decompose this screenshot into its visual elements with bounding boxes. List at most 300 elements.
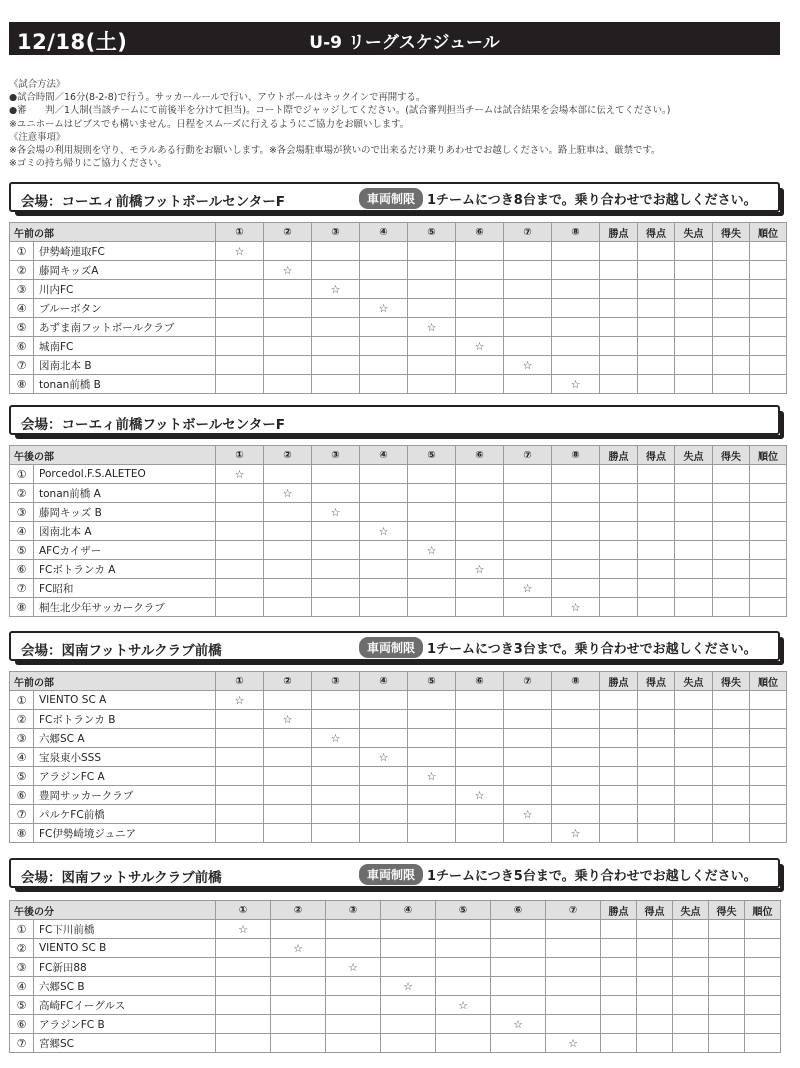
result-cell — [408, 375, 456, 394]
result-cell — [552, 729, 600, 748]
result-cell — [264, 522, 312, 541]
result-cell — [408, 748, 456, 767]
self-match-star-icon: ☆ — [456, 337, 504, 356]
table-row — [10, 579, 787, 598]
result-cell — [312, 356, 360, 375]
result-cell — [312, 560, 360, 579]
table-row — [10, 503, 787, 522]
result-cell — [360, 318, 408, 337]
standing-cell — [750, 710, 787, 729]
opponent-column-header: ⑦ — [504, 446, 552, 465]
self-match-star-icon: ☆ — [408, 541, 456, 560]
table-row — [10, 1034, 781, 1053]
opponent-column-header: ③ — [312, 446, 360, 465]
standing-cell — [638, 503, 675, 522]
venue-header — [9, 182, 780, 212]
venue-name: 会場：図南フットサルクラブ前橋 — [21, 643, 222, 659]
standing-cell — [638, 541, 675, 560]
result-cell — [552, 465, 600, 484]
standing-cell — [638, 299, 675, 318]
result-cell — [504, 786, 552, 805]
team-name: 城南FC — [34, 337, 216, 356]
restriction-note: 1チームにつき3台まで。乗り合わせでお越しください。 — [427, 642, 757, 657]
standing-cell — [638, 710, 675, 729]
result-cell — [216, 503, 264, 522]
team-name: VIENTO SC B — [34, 939, 216, 958]
table-header-row — [10, 446, 787, 465]
opponent-column-header: ④ — [381, 901, 436, 920]
result-cell — [216, 299, 264, 318]
result-cell — [264, 318, 312, 337]
team-number: ⑦ — [10, 1034, 34, 1053]
result-cell — [546, 977, 601, 996]
result-cell — [216, 786, 264, 805]
team-number: ③ — [10, 729, 34, 748]
opponent-column-header: ⑥ — [491, 901, 546, 920]
opponent-column-header: ② — [264, 446, 312, 465]
result-cell — [264, 375, 312, 394]
result-cell — [216, 280, 264, 299]
team-name: FC下川前橋 — [34, 920, 216, 939]
result-cell — [360, 824, 408, 843]
result-cell — [504, 541, 552, 560]
self-match-star-icon: ☆ — [491, 1015, 546, 1034]
result-cell — [408, 560, 456, 579]
team-name: FC昭和 — [34, 579, 216, 598]
result-cell — [408, 465, 456, 484]
standing-cell — [638, 484, 675, 503]
table-row — [10, 541, 787, 560]
standing-cell — [750, 786, 787, 805]
table-row — [10, 767, 787, 786]
result-cell — [456, 729, 504, 748]
standing-cell — [745, 996, 781, 1015]
team-name: AFCカイザー — [34, 541, 216, 560]
table-row — [10, 522, 787, 541]
result-cell — [216, 579, 264, 598]
result-cell — [504, 824, 552, 843]
self-match-star-icon: ☆ — [456, 560, 504, 579]
result-cell — [312, 786, 360, 805]
result-cell — [456, 691, 504, 710]
note-line: ●試合時間／16分(8-2-8)で行う。サッカールールで行い、アウトボールはキックインで再開する。 — [9, 92, 426, 104]
opponent-column-header: ④ — [360, 672, 408, 691]
standing-cell — [750, 280, 787, 299]
result-cell — [312, 484, 360, 503]
standing-cell — [709, 920, 745, 939]
result-cell — [360, 598, 408, 617]
result-cell — [264, 560, 312, 579]
team-number: ⑤ — [10, 996, 34, 1015]
result-cell — [408, 729, 456, 748]
self-match-star-icon: ☆ — [504, 579, 552, 598]
standing-column-header: 得失 — [713, 672, 750, 691]
standing-cell — [673, 958, 709, 977]
standing-cell — [675, 748, 713, 767]
standing-cell — [600, 710, 638, 729]
standing-cell — [637, 1034, 673, 1053]
standing-cell — [750, 337, 787, 356]
result-cell — [216, 767, 264, 786]
result-cell — [312, 299, 360, 318]
standing-cell — [675, 503, 713, 522]
self-match-star-icon: ☆ — [271, 939, 326, 958]
opponent-column-header: ③ — [312, 223, 360, 242]
standing-cell — [600, 261, 638, 280]
result-cell — [504, 337, 552, 356]
result-cell — [552, 579, 600, 598]
opponent-column-header: ⑦ — [504, 223, 552, 242]
standing-cell — [600, 503, 638, 522]
team-name: FC新田88 — [34, 958, 216, 977]
standing-cell — [713, 299, 750, 318]
opponent-column-header: ⑥ — [456, 672, 504, 691]
opponent-column-header: ② — [264, 223, 312, 242]
result-cell — [264, 767, 312, 786]
result-cell — [216, 958, 271, 977]
result-cell — [552, 356, 600, 375]
table-row — [10, 484, 787, 503]
result-cell — [552, 786, 600, 805]
result-cell — [312, 598, 360, 617]
opponent-column-header: ⑥ — [456, 223, 504, 242]
self-match-star-icon: ☆ — [504, 356, 552, 375]
result-cell — [216, 1034, 271, 1053]
result-cell — [504, 503, 552, 522]
result-cell — [381, 996, 436, 1015]
result-cell — [408, 805, 456, 824]
result-cell — [408, 337, 456, 356]
team-number: ⑦ — [10, 356, 34, 375]
standing-cell — [601, 1034, 637, 1053]
standing-column-header: 失点 — [675, 446, 713, 465]
self-match-star-icon: ☆ — [381, 977, 436, 996]
result-cell — [456, 484, 504, 503]
standing-cell — [673, 920, 709, 939]
standing-cell — [600, 375, 638, 394]
standing-cell — [638, 465, 675, 484]
standing-cell — [745, 1034, 781, 1053]
result-cell — [271, 1015, 326, 1034]
result-cell — [408, 280, 456, 299]
result-cell — [552, 484, 600, 503]
standing-cell — [638, 337, 675, 356]
result-cell — [271, 996, 326, 1015]
venue-name: 会場：コーエィ前橋フットボールセンターF — [21, 194, 285, 210]
result-cell — [216, 541, 264, 560]
standing-cell — [673, 939, 709, 958]
result-cell — [456, 824, 504, 843]
restriction-badge: 車両制限 — [359, 188, 423, 209]
result-cell — [216, 1015, 271, 1034]
rules-notes — [9, 78, 789, 170]
standing-cell — [638, 579, 675, 598]
standing-cell — [713, 579, 750, 598]
standing-column-header: 失点 — [675, 223, 713, 242]
team-number: ⑧ — [10, 824, 34, 843]
standing-column-header: 得失 — [713, 223, 750, 242]
result-cell — [264, 691, 312, 710]
opponent-column-header: ① — [216, 901, 271, 920]
standing-cell — [750, 375, 787, 394]
result-cell — [312, 805, 360, 824]
venue-header — [9, 405, 780, 435]
standing-cell — [638, 560, 675, 579]
team-name: FC伊勢崎境ジュニア — [34, 824, 216, 843]
period-label: 午前の部 — [10, 672, 216, 691]
self-match-star-icon: ☆ — [264, 710, 312, 729]
self-match-star-icon: ☆ — [216, 920, 271, 939]
standing-cell — [750, 522, 787, 541]
result-cell — [504, 729, 552, 748]
opponent-column-header: ⑧ — [552, 223, 600, 242]
team-name: 豊岡サッカークラブ — [34, 786, 216, 805]
standing-cell — [638, 824, 675, 843]
table-row — [10, 939, 781, 958]
result-cell — [504, 465, 552, 484]
opponent-column-header: ① — [216, 223, 264, 242]
result-cell — [271, 958, 326, 977]
standing-cell — [673, 1015, 709, 1034]
result-cell — [552, 280, 600, 299]
standing-cell — [675, 767, 713, 786]
result-cell — [546, 1015, 601, 1034]
result-cell — [264, 465, 312, 484]
result-cell — [408, 261, 456, 280]
note-line: ※ユニホームはビブスでも構いません。日程をスムーズに行えるようにご協力をお願いします。 — [9, 118, 410, 130]
standing-cell — [637, 977, 673, 996]
team-name: 川内FC — [34, 280, 216, 299]
result-cell — [326, 996, 381, 1015]
standing-cell — [675, 375, 713, 394]
table-row — [10, 318, 787, 337]
self-match-star-icon: ☆ — [216, 465, 264, 484]
self-match-star-icon: ☆ — [546, 1034, 601, 1053]
result-cell — [312, 242, 360, 261]
standing-cell — [637, 958, 673, 977]
result-cell — [552, 691, 600, 710]
result-cell — [326, 1034, 381, 1053]
opponent-column-header: ⑤ — [436, 901, 491, 920]
result-cell — [408, 522, 456, 541]
result-cell — [456, 299, 504, 318]
standing-cell — [675, 484, 713, 503]
team-name: 桐生北少年サッカークラブ — [34, 598, 216, 617]
standing-cell — [600, 560, 638, 579]
standing-cell — [600, 748, 638, 767]
standing-cell — [709, 1034, 745, 1053]
standing-cell — [600, 465, 638, 484]
result-cell — [360, 560, 408, 579]
team-name: 六郷SC A — [34, 729, 216, 748]
result-cell — [504, 598, 552, 617]
standing-cell — [713, 824, 750, 843]
result-cell — [456, 503, 504, 522]
result-cell — [381, 958, 436, 977]
result-cell — [312, 767, 360, 786]
standing-cell — [600, 280, 638, 299]
team-name: 図南北本 B — [34, 356, 216, 375]
standing-cell — [750, 242, 787, 261]
team-number: ④ — [10, 748, 34, 767]
result-cell — [504, 375, 552, 394]
result-cell — [271, 977, 326, 996]
note-line: ●審 判／1人制(当該チームにて前後半を分けて担当)。コート際でジャッジしてください。(試合審判担当チームは試合結果を会場本部に伝えてください。) — [9, 105, 671, 117]
result-cell — [436, 977, 491, 996]
result-cell — [546, 996, 601, 1015]
opponent-column-header: ④ — [360, 223, 408, 242]
self-match-star-icon: ☆ — [312, 503, 360, 522]
result-cell — [504, 522, 552, 541]
note-line: ※ゴミの持ち帰りにご協力ください。 — [9, 158, 167, 170]
standing-cell — [600, 729, 638, 748]
standing-cell — [750, 318, 787, 337]
result-cell — [456, 242, 504, 261]
result-cell — [216, 598, 264, 617]
self-match-star-icon: ☆ — [264, 261, 312, 280]
team-name: tonan前橋 A — [34, 484, 216, 503]
standing-cell — [675, 691, 713, 710]
result-cell — [408, 579, 456, 598]
team-name: パルケFC前橋 — [34, 805, 216, 824]
team-number: ② — [10, 710, 34, 729]
result-cell — [552, 299, 600, 318]
note-line: ※各会場の利用規則を守り、モラルある行動をお願いします。※各会場駐車場が狭いので出来るだけ乗りあわせでお越しください。路上駐車は、厳禁です。 — [9, 145, 661, 157]
table-row — [10, 1015, 781, 1034]
standing-cell — [638, 242, 675, 261]
result-cell — [504, 318, 552, 337]
table-row — [10, 242, 787, 261]
standing-cell — [601, 977, 637, 996]
standing-cell — [713, 767, 750, 786]
result-cell — [381, 1034, 436, 1053]
standing-cell — [713, 337, 750, 356]
standing-cell — [709, 958, 745, 977]
standing-cell — [745, 977, 781, 996]
standing-cell — [713, 786, 750, 805]
result-cell — [360, 767, 408, 786]
result-cell — [408, 299, 456, 318]
parking-restriction — [359, 864, 757, 885]
team-name: 藤岡キッズ B — [34, 503, 216, 522]
result-cell — [216, 484, 264, 503]
standing-cell — [675, 560, 713, 579]
standing-cell — [750, 484, 787, 503]
standing-cell — [745, 920, 781, 939]
standing-column-header: 得失 — [709, 901, 745, 920]
standing-cell — [638, 786, 675, 805]
table-row — [10, 261, 787, 280]
standing-cell — [713, 280, 750, 299]
standing-cell — [600, 598, 638, 617]
standing-cell — [675, 261, 713, 280]
standing-cell — [638, 729, 675, 748]
opponent-column-header: ⑤ — [408, 446, 456, 465]
venue-section — [9, 631, 780, 840]
standing-cell — [600, 484, 638, 503]
standing-cell — [750, 579, 787, 598]
result-cell — [360, 242, 408, 261]
result-cell — [504, 484, 552, 503]
standing-cell — [600, 767, 638, 786]
team-number: ⑤ — [10, 767, 34, 786]
standing-cell — [750, 805, 787, 824]
table-row — [10, 280, 787, 299]
team-name: 伊勢崎連取FC — [34, 242, 216, 261]
result-cell — [360, 541, 408, 560]
result-cell — [360, 710, 408, 729]
result-cell — [408, 242, 456, 261]
standing-cell — [713, 748, 750, 767]
table-row — [10, 920, 781, 939]
team-name: アラジンFC B — [34, 1015, 216, 1034]
team-number: ② — [10, 261, 34, 280]
opponent-column-header: ① — [216, 672, 264, 691]
result-cell — [456, 805, 504, 824]
result-cell — [216, 977, 271, 996]
result-cell — [264, 503, 312, 522]
standing-cell — [750, 598, 787, 617]
team-number: ⑤ — [10, 318, 34, 337]
standing-column-header: 得点 — [638, 223, 675, 242]
period-label: 午前の部 — [10, 223, 216, 242]
result-cell — [491, 958, 546, 977]
standing-column-header: 勝点 — [600, 446, 638, 465]
venue-section — [9, 858, 780, 1050]
period-label: 午後の分 — [10, 901, 216, 920]
self-match-star-icon: ☆ — [216, 242, 264, 261]
schedule-table — [9, 900, 781, 1053]
standing-column-header: 失点 — [673, 901, 709, 920]
result-cell — [360, 786, 408, 805]
self-match-star-icon: ☆ — [408, 767, 456, 786]
result-cell — [491, 920, 546, 939]
opponent-column-header: ⑦ — [546, 901, 601, 920]
result-cell — [436, 920, 491, 939]
result-cell — [216, 805, 264, 824]
self-match-star-icon: ☆ — [312, 280, 360, 299]
standing-cell — [600, 579, 638, 598]
standing-cell — [600, 805, 638, 824]
result-cell — [216, 337, 264, 356]
team-number: ⑥ — [10, 337, 34, 356]
result-cell — [408, 598, 456, 617]
self-match-star-icon: ☆ — [264, 484, 312, 503]
standing-cell — [713, 710, 750, 729]
result-cell — [216, 996, 271, 1015]
result-cell — [504, 691, 552, 710]
standing-cell — [675, 242, 713, 261]
result-cell — [264, 280, 312, 299]
result-cell — [264, 824, 312, 843]
standing-cell — [750, 767, 787, 786]
standing-cell — [638, 261, 675, 280]
opponent-column-header: ⑧ — [552, 672, 600, 691]
venue-section — [9, 405, 780, 614]
standing-cell — [601, 920, 637, 939]
self-match-star-icon: ☆ — [504, 805, 552, 824]
team-number: ① — [10, 691, 34, 710]
table-header-row — [10, 223, 787, 242]
standing-cell — [713, 522, 750, 541]
result-cell — [271, 920, 326, 939]
team-number: ⑥ — [10, 560, 34, 579]
standing-cell — [709, 939, 745, 958]
standing-cell — [713, 560, 750, 579]
standing-cell — [675, 299, 713, 318]
standing-cell — [675, 786, 713, 805]
standing-cell — [713, 242, 750, 261]
